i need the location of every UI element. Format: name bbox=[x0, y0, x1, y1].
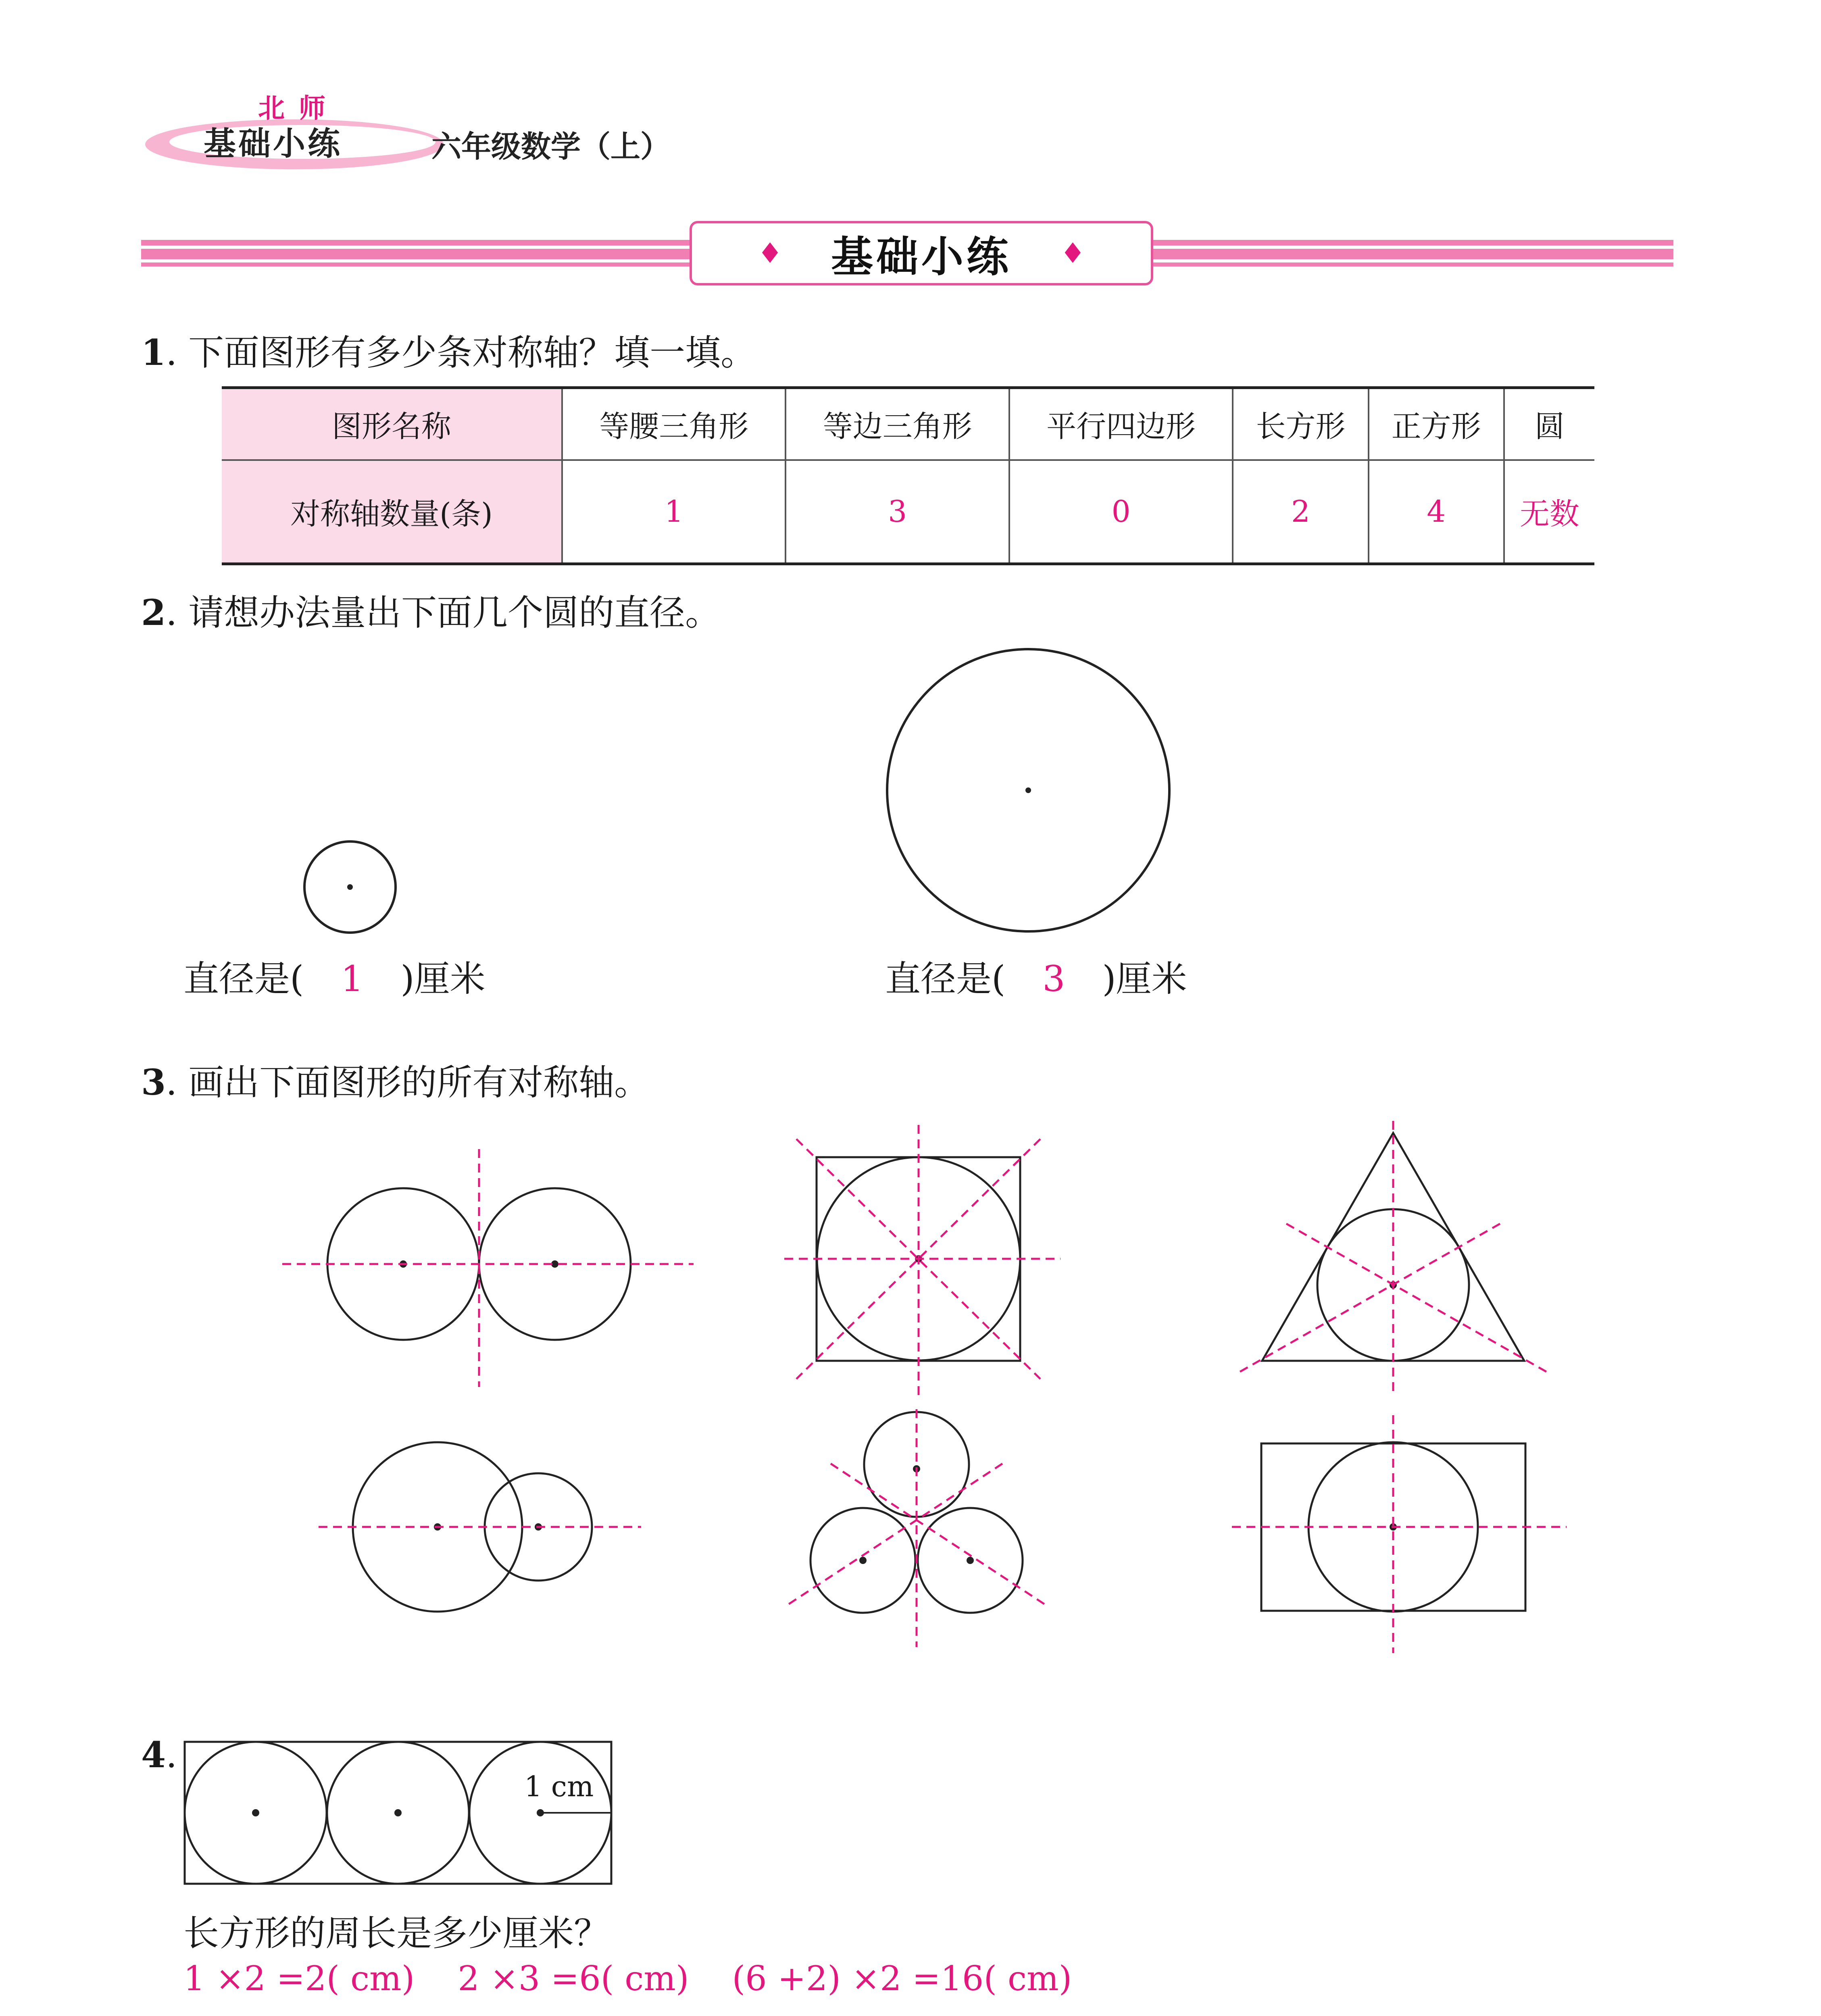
center-dot bbox=[347, 884, 353, 890]
shape-cell: 圆 bbox=[1504, 388, 1594, 460]
q4-question: 长方形的周长是多少厘米？ bbox=[183, 1912, 610, 1954]
q3-figures bbox=[0, 1089, 1821, 1673]
symmetry-table bbox=[222, 386, 1594, 565]
q2-circles bbox=[0, 625, 1821, 988]
q4-work: 1 ×2 =2( cm) 2 ×3 =6( cm) (6 +2) ×2 =16( cm) bbox=[183, 1959, 1072, 1998]
shape-cell: 正方形 bbox=[1369, 388, 1504, 460]
answer-cell: 无数 bbox=[1504, 460, 1594, 564]
center-dot bbox=[1025, 787, 1031, 793]
shape-cell: 长方形 bbox=[1233, 388, 1368, 460]
q2-label-small: 直径是( 1 )厘米 bbox=[183, 958, 485, 1000]
q1-prompt: 1. 下面图形有多少条对称轴？填一填。 bbox=[141, 331, 756, 373]
q2-label-large: 直径是( 3 )厘米 bbox=[885, 958, 1187, 1000]
q4-figure bbox=[177, 1734, 621, 1891]
row-header-shape: 图形名称 bbox=[222, 388, 562, 460]
answer-cell: 1 bbox=[562, 460, 785, 564]
header-grade: 六年级数学（上） bbox=[431, 129, 670, 164]
diamond-icon: ♦ bbox=[1060, 237, 1086, 270]
table-row bbox=[222, 460, 1594, 564]
diamond-icon: ♦ bbox=[757, 237, 783, 270]
header-series: 北 师 bbox=[258, 93, 328, 124]
q4-number: 4. bbox=[141, 1734, 177, 1776]
radius-label: 1 cm bbox=[524, 1770, 594, 1803]
shape-cell: 等腰三角形 bbox=[562, 388, 785, 460]
answer-cell: 4 bbox=[1369, 460, 1504, 564]
q3-prompt: 3. 画出下面图形的所有对称轴。 bbox=[141, 1061, 650, 1103]
header-book-name: 基础小练 bbox=[204, 125, 342, 162]
answer-cell: 3 bbox=[785, 460, 1009, 564]
section-title: 基础小练 bbox=[831, 232, 1012, 281]
answer-cell: 2 bbox=[1233, 460, 1368, 564]
q2-prompt: 2. 请想办法量出下面几个圆的直径。 bbox=[141, 591, 721, 633]
shape-cell: 平行四边形 bbox=[1009, 388, 1233, 460]
row-header-axes: 对称轴数量(条) bbox=[222, 460, 562, 564]
q4-final-answer bbox=[183, 2012, 615, 2016]
section-title-box bbox=[690, 221, 1153, 285]
shape-cell: 等边三角形 bbox=[785, 388, 1009, 460]
answer-cell: 0 bbox=[1009, 460, 1233, 564]
table-row bbox=[222, 388, 1594, 460]
